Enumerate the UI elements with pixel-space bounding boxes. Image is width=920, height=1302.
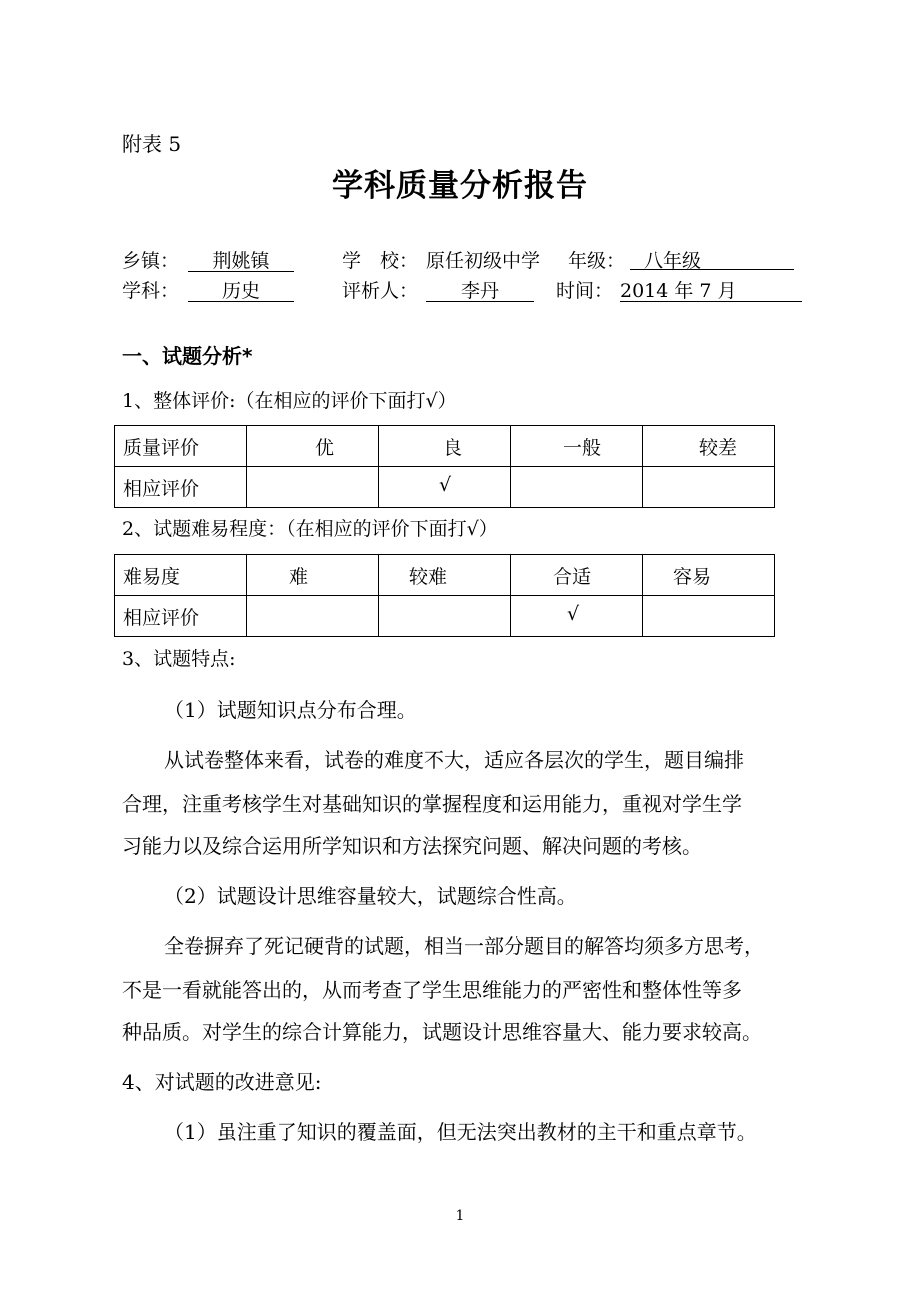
- quality-table: [114, 425, 775, 508]
- evaluator-value: 李丹: [426, 276, 534, 302]
- page-title: 学科质量分析报告: [332, 168, 588, 204]
- subject-value: 历史: [188, 276, 294, 302]
- table-cell: 难易度: [115, 555, 247, 596]
- table-cell: 难: [247, 555, 379, 596]
- paragraph-1-line: 习能力以及综合运用所学知识和方法探究问题、解决问题的考核。: [122, 834, 702, 858]
- check-cell: √: [511, 596, 643, 637]
- paragraph-2-line: 全卷摒弃了死记硬背的试题，相当一部分题目的解答均须多方思考，: [164, 934, 764, 958]
- time-value: 2014 年 7 月: [620, 276, 802, 302]
- table-row: [115, 467, 775, 508]
- evaluator-field: [426, 276, 534, 302]
- subject-label: 学科：: [122, 280, 180, 302]
- table-header-row: [115, 426, 775, 467]
- table-cell: 质量评价: [115, 426, 247, 467]
- time-label: 时间：: [556, 280, 614, 302]
- table-cell: 容易: [643, 555, 775, 596]
- table-cell: 良: [379, 426, 511, 467]
- time-field: [620, 276, 802, 302]
- table-header-row: [115, 555, 775, 596]
- table-cell: 相应评价: [115, 467, 247, 508]
- paragraph-1-line: 从试卷整体来看，试卷的难度不大，适应各层次的学生，题目编排: [164, 748, 744, 772]
- town-field: [188, 246, 294, 272]
- item-2-heading: 2、试题难易程度：（在相应的评价下面打√）: [122, 518, 498, 540]
- evaluator-label: 评析人：: [342, 280, 419, 302]
- paragraph-1-line: 合理，注重考核学生对基础知识的掌握程度和运用能力，重视对学生学: [122, 792, 742, 816]
- page-number: 1: [455, 1208, 465, 1224]
- table-cell: [247, 596, 379, 637]
- point-3: （1）虽注重了知识的覆盖面，但无法突出教材的主干和重点章节。: [164, 1120, 757, 1144]
- annex-label: 附表 5: [122, 132, 182, 156]
- town-label: 乡镇：: [122, 250, 180, 272]
- table-cell: [643, 596, 775, 637]
- table-row: [115, 596, 775, 637]
- item-1-heading: 1、整体评价:（在相应的评价下面打√）: [122, 390, 457, 412]
- item-4-heading: 4、对试题的改进意见:: [122, 1070, 322, 1094]
- check-cell: √: [379, 467, 511, 508]
- grade-label: 年级：: [568, 250, 626, 272]
- school-value: 原任初级中学: [426, 250, 541, 272]
- table-cell: 较难: [379, 555, 511, 596]
- town-value: 荆姚镇: [188, 246, 294, 272]
- school-label: 学 校：: [342, 250, 419, 272]
- paragraph-2-line: 种品质。对学生的综合计算能力，试题设计思维容量大、能力要求较高。: [122, 1020, 762, 1044]
- table-cell: 优: [247, 426, 379, 467]
- table-cell: [379, 596, 511, 637]
- table-cell: [643, 467, 775, 508]
- grade-field: [630, 246, 794, 270]
- section-heading: 一、试题分析*: [122, 344, 253, 368]
- point-2: （2）试题设计思维容量较大，试题综合性高。: [164, 884, 577, 908]
- table-cell: [511, 467, 643, 508]
- difficulty-table: [114, 554, 775, 637]
- table-cell: [247, 467, 379, 508]
- paragraph-2-line: 不是一看就能答出的，从而考查了学生思维能力的严密性和整体性等多: [122, 978, 742, 1002]
- point-1: （1）试题知识点分布合理。: [164, 698, 417, 722]
- item-3-heading: 3、试题特点:: [122, 648, 236, 670]
- table-cell: 较差: [643, 426, 775, 467]
- table-cell: 一般: [511, 426, 643, 467]
- table-cell: 合适: [511, 555, 643, 596]
- table-cell: 相应评价: [115, 596, 247, 637]
- grade-value: 八年级: [630, 246, 794, 270]
- subject-field: [188, 276, 294, 302]
